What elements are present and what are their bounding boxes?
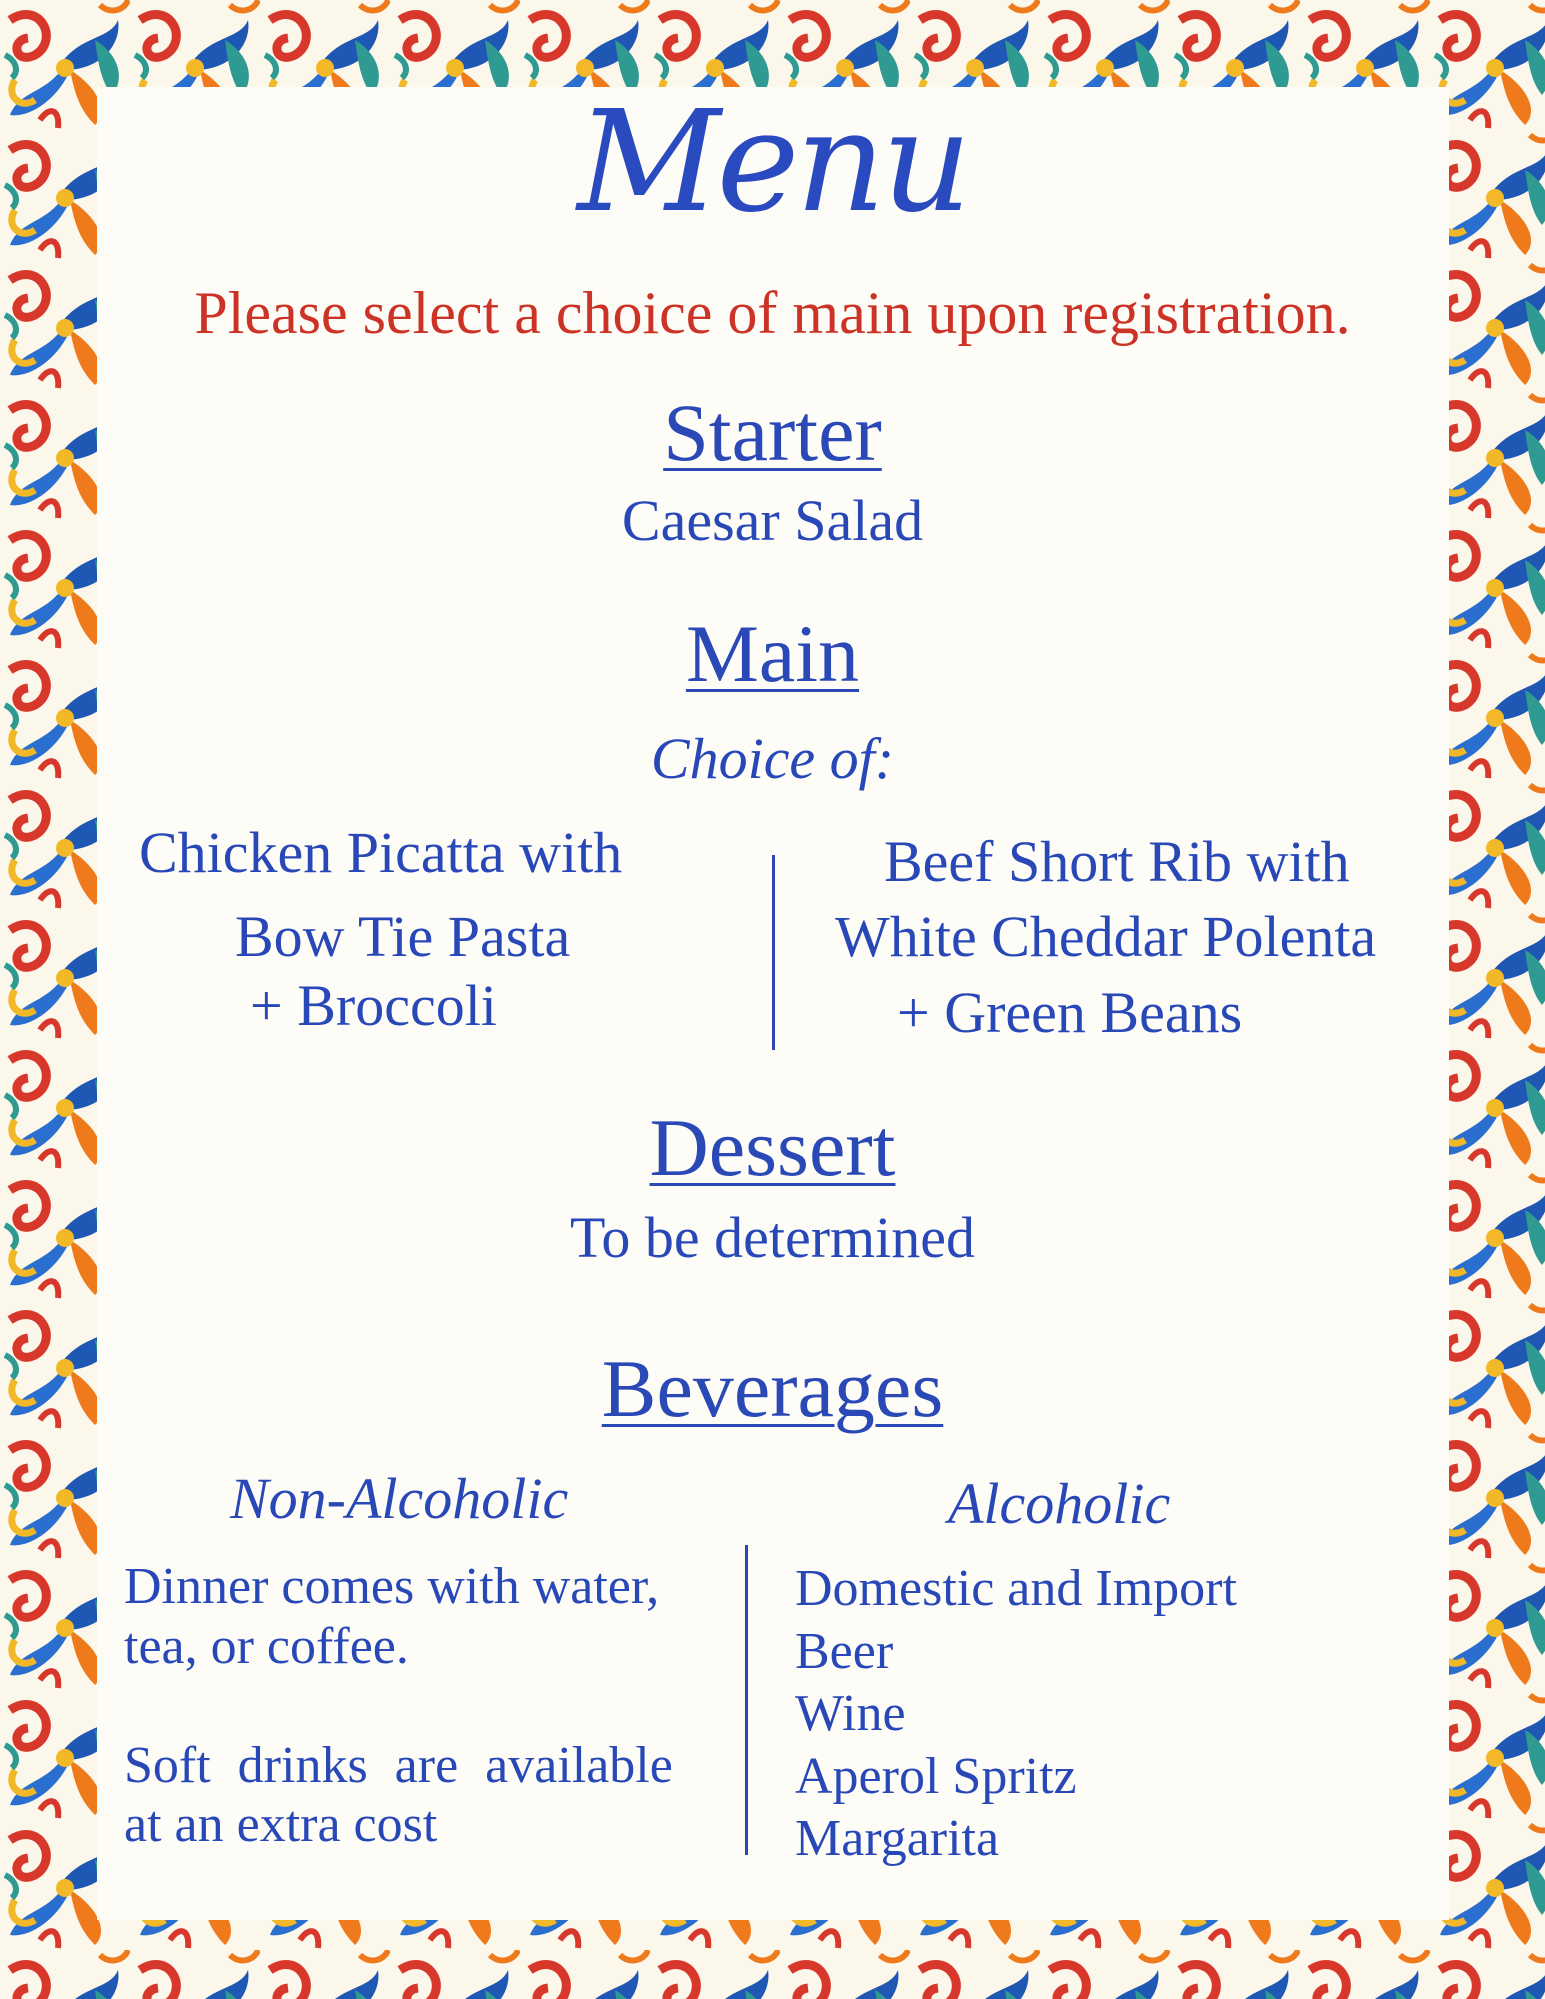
non-alcoholic-heading: Non-Alcoholic bbox=[230, 1466, 569, 1531]
main-heading: Main bbox=[685, 608, 860, 699]
alcoholic-item-domestic-import: Domestic and Import bbox=[795, 1560, 1237, 1617]
beverages-heading: Beverages bbox=[601, 1343, 944, 1434]
main-option-right-line-3: + Green Beans bbox=[897, 980, 1243, 1045]
main-divider bbox=[772, 855, 775, 1050]
main-option-right-line-2: White Cheddar Polenta bbox=[835, 904, 1377, 969]
registration-notice: Please select a choice of main upon registration. bbox=[194, 280, 1351, 346]
main-option-left-line-1: Chicken Picatta with bbox=[139, 820, 623, 885]
beverages-divider bbox=[745, 1545, 748, 1855]
alcoholic-item-wine: Wine bbox=[795, 1685, 906, 1742]
alcoholic-item-aperol-spritz: Aperol Spritz bbox=[795, 1748, 1077, 1805]
dessert-item: To be determined bbox=[569, 1205, 975, 1270]
menu-title: Menu bbox=[577, 81, 968, 244]
main-option-left-line-3: + Broccoli bbox=[250, 973, 497, 1038]
main-option-left-line-2: Bow Tie Pasta bbox=[235, 904, 571, 969]
starter-heading: Starter bbox=[663, 387, 882, 478]
non-alcoholic-line-4: at an extra cost bbox=[124, 1796, 438, 1853]
main-option-right-line-1: Beef Short Rib with bbox=[884, 829, 1350, 894]
alcoholic-item-margarita: Margarita bbox=[795, 1810, 1000, 1867]
non-alcoholic-line-2: tea, or coffee. bbox=[124, 1618, 409, 1675]
alcoholic-item-beer: Beer bbox=[795, 1623, 894, 1680]
main-choice-label: Choice of: bbox=[650, 726, 895, 791]
non-alcoholic-line-1: Dinner comes with water, bbox=[124, 1558, 660, 1615]
non-alcoholic-line-3: Soft drinks are available bbox=[124, 1737, 673, 1794]
dessert-heading: Dessert bbox=[649, 1102, 896, 1193]
starter-item: Caesar Salad bbox=[621, 488, 924, 553]
alcoholic-heading: Alcoholic bbox=[948, 1471, 1171, 1536]
